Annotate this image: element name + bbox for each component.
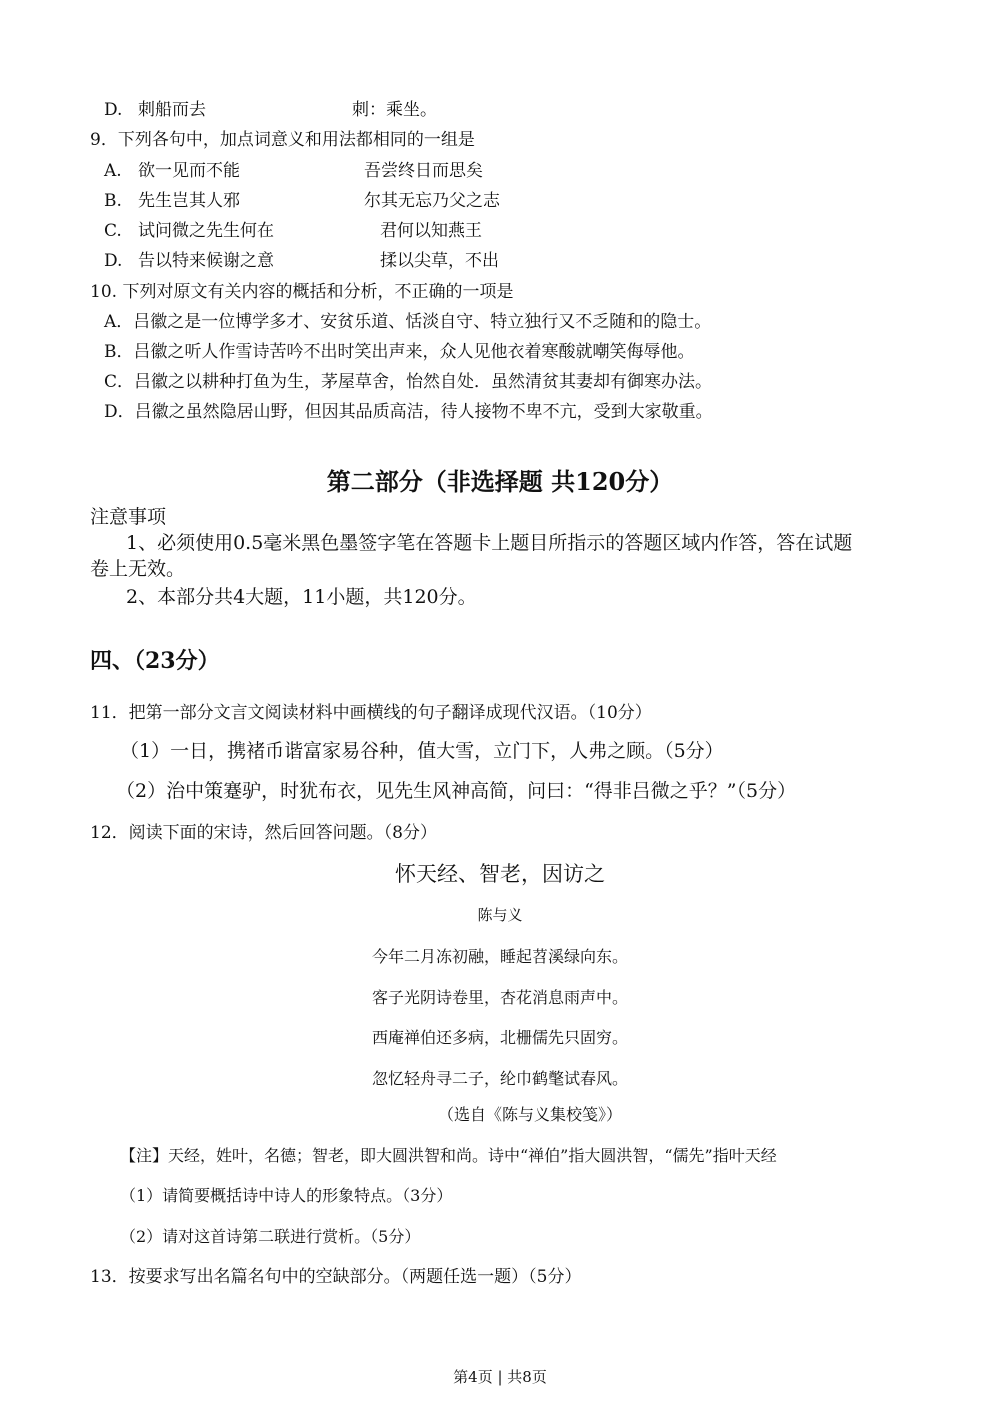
q9-option-a-right: 吾尝终日而思矣 xyxy=(364,161,483,181)
poem-line-4: 忽忆轻舟寻二子，纶巾鹤氅试春风。 xyxy=(371,1069,628,1088)
q9-option-d-left: 告以特来候谢之意 xyxy=(138,251,274,271)
q9-stem: 9．下列各句中，加点词意义和用法都相同的一组是 xyxy=(90,130,475,150)
q10-option-d: D．吕徽之虽然隐居山野，但因其品质高洁，待人接物不卑不亢，受到大家敬重。 xyxy=(104,402,713,422)
part2-title: 第二部分（非选择题 共120分） xyxy=(326,467,674,496)
q9-option-d-label: D. xyxy=(104,251,123,271)
q8-option-d-right: 刺：乘坐。 xyxy=(352,100,437,120)
poem-note: 【注】天经，姓叶，名德；智老，即大圆洪智和尚。诗中“禅伯”指大圆洪智，“儒先”指叶天经 xyxy=(120,1146,777,1165)
q8-option-d-left: 刺船而去 xyxy=(138,100,206,120)
q10-option-a: A．吕徽之是一位博学多才、安贫乐道、恬淡自守、特立独行又不乏随和的隐士。 xyxy=(104,312,712,332)
q9-option-a-left: 欲一见而不能 xyxy=(138,161,240,181)
q9-option-b-label: B. xyxy=(104,191,122,211)
poem-line-1: 今年二月冻初融，睡起苕溪绿向东。 xyxy=(371,947,628,966)
q12-sub-2: （2）请对这首诗第二联进行赏析。（5分） xyxy=(120,1227,421,1246)
q10-stem: 10. 下列对原文有关内容的概括和分析，不正确的一项是 xyxy=(90,282,514,302)
notice-title: 注意事项 xyxy=(90,506,167,528)
q11-sub-1: （1）一日，携褚币谐富家易谷种，值大雪，立门下，人弗之顾。（5分） xyxy=(120,740,724,762)
poem-line-3: 西庵禅伯还多病，北栅儒先只固穷。 xyxy=(371,1028,628,1047)
q9-option-b-left: 先生岂其人邪 xyxy=(138,191,240,211)
q12-sub-1: （1）请简要概括诗中诗人的形象特点。（3分） xyxy=(120,1186,453,1205)
notice-item-2: 2、本部分共4大题，11小题，共120分。 xyxy=(126,586,477,608)
q10-option-b: B．吕徽之听人作雪诗苦吟不出时笑出声来，众人见他衣着寒酸就嘲笑侮辱他。 xyxy=(104,342,695,362)
notice-item-1-continued: 卷上无效。 xyxy=(90,558,186,580)
q9-option-c-right: 君何以知燕王 xyxy=(380,221,482,241)
q9-option-c-left: 试问微之先生何在 xyxy=(138,221,274,241)
q9-option-c-label: C. xyxy=(104,221,122,241)
poem-author: 陈与义 xyxy=(477,906,523,924)
q11-sub-2: （2）治中策蹇驴，时犹布衣，见先生风神高简，问曰：“得非吕微之乎？”（5分） xyxy=(116,780,797,802)
q9-option-a-label: A. xyxy=(104,161,122,181)
poem-source: （选自《陈与义集校笺》） xyxy=(438,1105,623,1124)
notice-item-1: 1、必须使用0.5毫米黑色墨签字笔在答题卡上题目所指示的答题区域内作答，答在试题 xyxy=(126,532,853,554)
q10-option-c: C．吕徽之以耕种打鱼为生，茅屋草舍，怡然自处．虽然清贫其妻却有御寒办法。 xyxy=(104,372,713,392)
q13-stem: 13．按要求写出名篇名句中的空缺部分。（两题任选一题）（5分） xyxy=(90,1267,582,1287)
q11-stem: 11．把第一部分文言文阅读材料中画横线的句子翻译成现代汉语。（10分） xyxy=(90,703,652,723)
poem-title: 怀天经、智老，因访之 xyxy=(395,862,605,886)
poem-line-2: 客子光阴诗卷里，杏花消息雨声中。 xyxy=(371,988,628,1007)
q8-option-d-label: D. xyxy=(104,100,123,120)
section4-title: 四、（23分） xyxy=(90,648,220,674)
q9-option-d-right: 揉以尖草，不出 xyxy=(380,251,499,271)
q9-option-b-right: 尔其无忘乃父之志 xyxy=(364,191,500,211)
page-footer: 第4页 | 共8页 xyxy=(453,1368,547,1386)
q12-stem: 12．阅读下面的宋诗，然后回答问题。（8分） xyxy=(90,823,437,843)
